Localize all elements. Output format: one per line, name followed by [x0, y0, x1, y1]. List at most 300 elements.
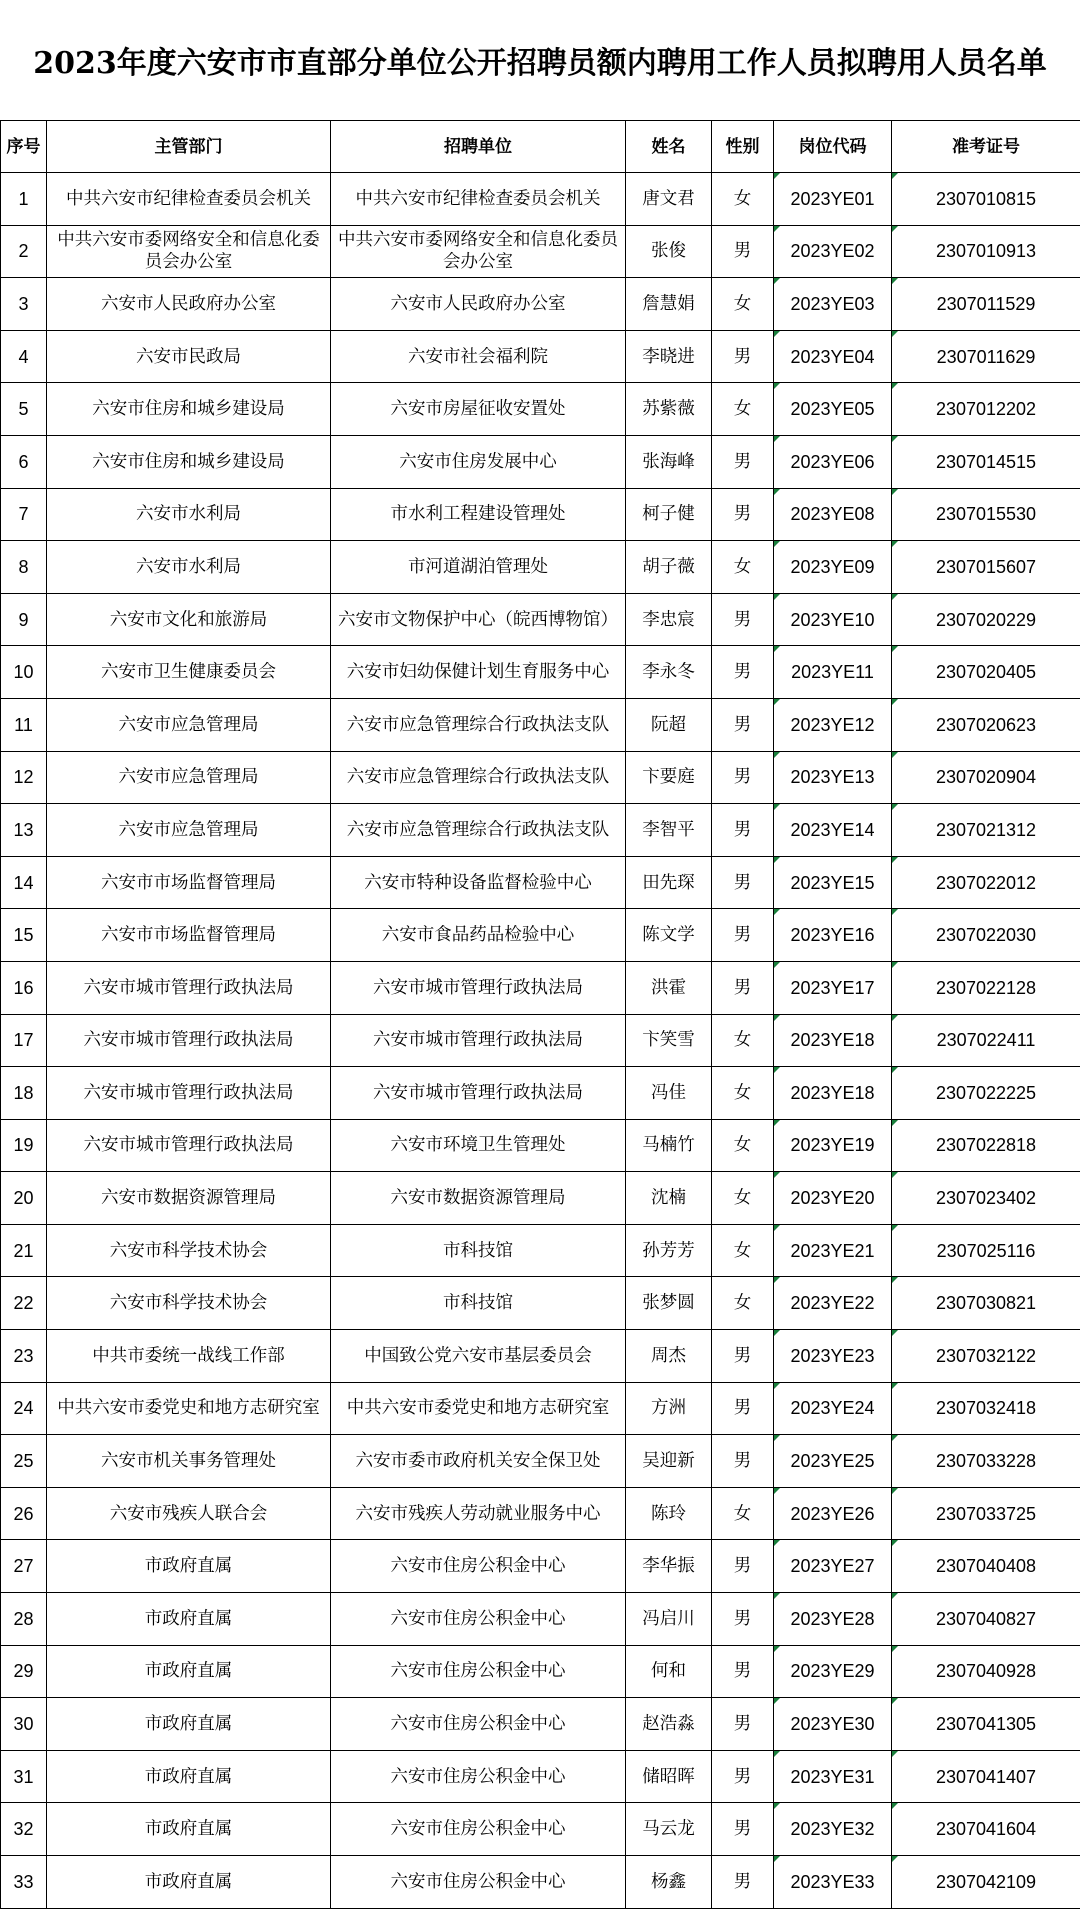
cell-exam-no-text: 2307040928	[935, 1661, 1037, 1682]
cell-exam-no-text: 2307011529	[936, 293, 1036, 314]
cell-marker-icon	[892, 804, 898, 810]
cell-unit	[331, 1330, 626, 1383]
cell-unit-text: 六安市妇幼保健计划生育服务中心	[346, 662, 610, 683]
cell-department-text: 六安市卫生健康委员会	[101, 662, 276, 683]
cell-position-code-text: 2023YE23	[790, 1345, 875, 1366]
cell-exam-no	[892, 1856, 1080, 1909]
cell-marker-icon	[774, 1172, 780, 1178]
header-position-code: 岗位代码	[774, 121, 892, 173]
table-row	[1, 856, 1080, 909]
table-row	[1, 330, 1080, 383]
cell-index-text: 30	[13, 1714, 34, 1735]
cell-department	[47, 173, 331, 226]
cell-exam-no	[892, 1330, 1080, 1383]
cell-gender-text: 男	[733, 1661, 752, 1682]
cell-exam-no	[892, 1593, 1080, 1646]
cell-index-text: 22	[13, 1293, 34, 1314]
cell-exam-no-text: 2307021312	[935, 819, 1037, 840]
cell-marker-icon	[774, 1698, 780, 1704]
cell-position-code-text: 2023YE18	[790, 1082, 875, 1103]
cell-index	[1, 698, 47, 751]
table-row	[1, 1172, 1080, 1225]
cell-index	[1, 1487, 47, 1540]
cell-department	[47, 593, 331, 646]
cell-marker-icon	[892, 1646, 898, 1652]
cell-position-code	[774, 593, 892, 646]
cell-department	[47, 909, 331, 962]
cell-position-code	[774, 804, 892, 857]
cell-gender	[712, 856, 774, 909]
cell-index	[1, 856, 47, 909]
cell-name-text: 阮超	[651, 714, 686, 735]
cell-gender-text: 男	[733, 714, 752, 735]
cell-department-text: 六安市科学技术协会	[109, 1240, 268, 1261]
cell-name	[626, 1172, 712, 1225]
cell-exam-no-text: 2307022818	[935, 1135, 1037, 1156]
cell-gender-text: 女	[733, 293, 752, 314]
cell-unit	[331, 1803, 626, 1856]
cell-index	[1, 1593, 47, 1646]
cell-index-text: 24	[13, 1398, 34, 1419]
cell-gender-text: 男	[733, 872, 752, 893]
cell-name	[626, 804, 712, 857]
cell-unit	[331, 909, 626, 962]
cell-name-text: 李晓进	[642, 346, 695, 367]
cell-marker-icon	[774, 1856, 780, 1862]
cell-name	[626, 646, 712, 699]
cell-department-text: 六安市残疾人联合会	[109, 1503, 268, 1524]
cell-index	[1, 173, 47, 226]
cell-position-code-text: 2023YE03	[790, 293, 875, 314]
cell-exam-no	[892, 1014, 1080, 1067]
cell-gender-text: 男	[733, 662, 752, 683]
cell-unit	[331, 541, 626, 594]
cell-name	[626, 383, 712, 436]
header-name: 姓名	[626, 121, 712, 173]
cell-department-text: 中共六安市委网络安全和信息化委员会办公室	[57, 230, 320, 273]
cell-department-text: 六安市应急管理局	[118, 767, 259, 788]
table-row	[1, 173, 1080, 226]
cell-index-text: 9	[18, 609, 29, 630]
cell-exam-no	[892, 1540, 1080, 1593]
cell-gender	[712, 646, 774, 699]
cell-marker-icon	[892, 646, 898, 652]
cell-marker-icon	[774, 1120, 780, 1126]
table-row	[1, 1803, 1080, 1856]
cell-gender-text: 男	[733, 1398, 752, 1419]
cell-unit-text: 六安市住房发展中心	[399, 451, 557, 472]
cell-exam-no	[892, 1435, 1080, 1488]
cell-gender	[712, 1014, 774, 1067]
cell-gender	[712, 1540, 774, 1593]
cell-gender	[712, 1224, 774, 1277]
cell-marker-icon	[892, 1225, 898, 1231]
cell-name	[626, 751, 712, 804]
cell-department	[47, 1487, 331, 1540]
cell-name	[626, 1119, 712, 1172]
cell-index-text: 5	[18, 399, 29, 420]
cell-exam-no	[892, 593, 1080, 646]
cell-position-code	[774, 1277, 892, 1330]
cell-position-code	[774, 751, 892, 804]
cell-marker-icon	[892, 1067, 898, 1073]
cell-unit	[331, 278, 626, 331]
cell-marker-icon	[892, 1277, 898, 1283]
cell-name	[626, 1750, 712, 1803]
table-row	[1, 278, 1080, 331]
cell-unit	[331, 751, 626, 804]
cell-name-text: 李智平	[642, 819, 695, 840]
cell-name	[626, 1593, 712, 1646]
cell-gender	[712, 173, 774, 226]
cell-position-code	[774, 1067, 892, 1120]
cell-index	[1, 1277, 47, 1330]
cell-department	[47, 1330, 331, 1383]
cell-unit-text: 六安市城市管理行政执法局	[373, 1082, 583, 1103]
cell-marker-icon	[892, 1751, 898, 1757]
cell-unit-text: 六安市房屋征收安置处	[390, 399, 566, 420]
cell-name	[626, 435, 712, 488]
cell-name-text: 唐文君	[642, 188, 695, 209]
cell-gender	[712, 1856, 774, 1909]
cell-gender-text: 男	[733, 767, 752, 788]
cell-unit	[331, 1277, 626, 1330]
cell-department	[47, 1856, 331, 1909]
cell-marker-icon	[892, 226, 898, 232]
cell-unit	[331, 435, 626, 488]
cell-index-text: 21	[13, 1240, 34, 1261]
cell-position-code-text: 2023YE05	[790, 399, 875, 420]
cell-department	[47, 435, 331, 488]
cell-position-code-text: 2023YE30	[790, 1714, 875, 1735]
cell-unit	[331, 1014, 626, 1067]
cell-position-code-text: 2023YE28	[790, 1608, 875, 1629]
cell-exam-no	[892, 1172, 1080, 1225]
cell-gender	[712, 225, 774, 278]
cell-index	[1, 1540, 47, 1593]
cell-unit-text: 六安市社会福利院	[408, 346, 548, 367]
cell-index	[1, 1330, 47, 1383]
cell-exam-no	[892, 541, 1080, 594]
cell-unit-text: 六安市住房公积金中心	[390, 1661, 566, 1682]
cell-marker-icon	[774, 489, 780, 495]
table-row	[1, 383, 1080, 436]
cell-name	[626, 1382, 712, 1435]
cell-position-code-text: 2023YE10	[790, 609, 875, 630]
cell-marker-icon	[892, 489, 898, 495]
cell-marker-icon	[774, 1277, 780, 1283]
cell-index	[1, 225, 47, 278]
cell-position-code-text: 2023YE25	[790, 1451, 875, 1472]
cell-unit-text: 六安市城市管理行政执法局	[373, 1030, 583, 1051]
cell-name	[626, 1487, 712, 1540]
cell-index-text: 1	[18, 188, 29, 209]
cell-gender	[712, 1487, 774, 1540]
cell-position-code-text: 2023YE26	[790, 1503, 875, 1524]
cell-name	[626, 1224, 712, 1277]
table-row	[1, 1224, 1080, 1277]
cell-marker-icon	[774, 1646, 780, 1652]
cell-gender-text: 男	[733, 1608, 752, 1629]
cell-department-text: 市政府直属	[144, 1714, 233, 1735]
cell-gender	[712, 1067, 774, 1120]
cell-name	[626, 1014, 712, 1067]
cell-exam-no-text: 2307011629	[936, 346, 1036, 367]
cell-gender-text: 女	[733, 188, 752, 209]
cell-department-text: 六安市水利局	[136, 504, 241, 525]
cell-index-text: 17	[13, 1030, 34, 1051]
cell-marker-icon	[774, 962, 780, 968]
cell-gender-text: 男	[733, 1714, 752, 1735]
cell-name	[626, 1435, 712, 1488]
cell-index	[1, 1382, 47, 1435]
cell-position-code-text: 2023YE16	[790, 925, 875, 946]
cell-exam-no	[892, 278, 1080, 331]
cell-gender	[712, 1645, 774, 1698]
cell-position-code-text: 2023YE15	[790, 872, 875, 893]
cell-position-code-text: 2023YE11	[791, 662, 874, 683]
cell-position-code-text: 2023YE18	[790, 1030, 875, 1051]
cell-unit-text: 六安市住房公积金中心	[390, 1714, 566, 1735]
cell-gender-text: 女	[733, 1293, 752, 1314]
cell-marker-icon	[774, 804, 780, 810]
cell-name-text: 马云龙	[642, 1819, 695, 1840]
table-row	[1, 698, 1080, 751]
cell-gender-text: 男	[733, 819, 752, 840]
cell-gender	[712, 541, 774, 594]
cell-marker-icon	[774, 1330, 780, 1336]
cell-exam-no-text: 2307015607	[935, 556, 1037, 577]
cell-unit-text: 中共六安市纪律检查委员会机关	[355, 188, 601, 209]
cell-gender-text: 女	[733, 1503, 752, 1524]
cell-name	[626, 1067, 712, 1120]
cell-position-code	[774, 1645, 892, 1698]
cell-gender-text: 男	[733, 1451, 752, 1472]
cell-position-code-text: 2023YE21	[790, 1240, 875, 1261]
cell-department-text: 六安市科学技术协会	[109, 1293, 268, 1314]
cell-index-text: 10	[13, 662, 34, 683]
cell-index	[1, 909, 47, 962]
cell-gender	[712, 1382, 774, 1435]
cell-marker-icon	[892, 1698, 898, 1704]
cell-gender	[712, 751, 774, 804]
cell-department	[47, 1803, 331, 1856]
cell-unit-text: 六安市住房公积金中心	[390, 1608, 566, 1629]
cell-marker-icon	[892, 1330, 898, 1336]
cell-index	[1, 1856, 47, 1909]
cell-position-code	[774, 541, 892, 594]
cell-exam-no-text: 2307014515	[935, 451, 1037, 472]
cell-index	[1, 1435, 47, 1488]
cell-exam-no-text: 2307040827	[935, 1608, 1037, 1629]
cell-exam-no	[892, 646, 1080, 699]
cell-exam-no	[892, 909, 1080, 962]
cell-unit-text: 六安市数据资源管理局	[390, 1188, 566, 1209]
cell-gender-text: 女	[733, 556, 752, 577]
cell-exam-no	[892, 1645, 1080, 1698]
cell-index-text: 16	[13, 977, 34, 998]
cell-name-text: 詹慧娟	[642, 293, 695, 314]
cell-name-text: 胡子薇	[642, 556, 695, 577]
cell-marker-icon	[892, 173, 898, 179]
cell-exam-no-text: 2307015530	[935, 504, 1037, 525]
cell-unit	[331, 1750, 626, 1803]
cell-position-code	[774, 1698, 892, 1751]
cell-marker-icon	[774, 1383, 780, 1389]
cell-position-code	[774, 1330, 892, 1383]
cell-exam-no	[892, 856, 1080, 909]
cell-marker-icon	[892, 1593, 898, 1599]
cell-department-text: 市政府直属	[144, 1871, 233, 1892]
cell-index-text: 33	[13, 1871, 34, 1892]
cell-department	[47, 1540, 331, 1593]
cell-department	[47, 804, 331, 857]
cell-position-code-text: 2023YE17	[790, 977, 875, 998]
cell-index-text: 29	[13, 1661, 34, 1682]
cell-marker-icon	[774, 1751, 780, 1757]
cell-index	[1, 1172, 47, 1225]
cell-department	[47, 1750, 331, 1803]
cell-marker-icon	[892, 1803, 898, 1809]
cell-department	[47, 856, 331, 909]
table-row	[1, 1750, 1080, 1803]
cell-position-code-text: 2023YE32	[790, 1819, 875, 1840]
cell-exam-no	[892, 225, 1080, 278]
cell-gender-text: 男	[733, 1766, 752, 1787]
cell-unit	[331, 1067, 626, 1120]
cell-marker-icon	[892, 909, 898, 915]
table-row	[1, 593, 1080, 646]
cell-position-code	[774, 1750, 892, 1803]
cell-gender-text: 男	[733, 977, 752, 998]
cell-exam-no-text: 2307023402	[935, 1188, 1037, 1209]
cell-marker-icon	[774, 331, 780, 337]
cell-index-text: 23	[13, 1345, 34, 1366]
roster-body	[1, 173, 1080, 1909]
cell-exam-no-text: 2307040408	[935, 1556, 1037, 1577]
cell-unit-text: 市河道湖泊管理处	[408, 556, 548, 577]
cell-position-code	[774, 488, 892, 541]
header-row	[1, 121, 1080, 173]
cell-name	[626, 1803, 712, 1856]
cell-marker-icon	[774, 1803, 780, 1809]
cell-index-text: 14	[13, 872, 34, 893]
cell-department	[47, 1382, 331, 1435]
table-row	[1, 488, 1080, 541]
cell-gender	[712, 1119, 774, 1172]
cell-department-text: 中共市委统一战线工作部	[92, 1345, 285, 1366]
cell-marker-icon	[892, 1383, 898, 1389]
cell-exam-no-text: 2307020904	[935, 767, 1037, 788]
cell-index	[1, 646, 47, 699]
cell-gender	[712, 698, 774, 751]
cell-department	[47, 1067, 331, 1120]
table-row	[1, 225, 1080, 278]
cell-name-text: 陈玲	[651, 1503, 686, 1524]
cell-exam-no-text: 2307020623	[935, 714, 1037, 735]
cell-index	[1, 435, 47, 488]
cell-department-text: 六安市住房和城乡建设局	[92, 451, 285, 472]
cell-position-code	[774, 1119, 892, 1172]
cell-index	[1, 1119, 47, 1172]
cell-index	[1, 751, 47, 804]
cell-index-text: 26	[13, 1503, 34, 1524]
cell-index	[1, 1803, 47, 1856]
table-row	[1, 1277, 1080, 1330]
cell-marker-icon	[774, 1488, 780, 1494]
cell-index-text: 18	[13, 1082, 34, 1103]
table-row	[1, 1540, 1080, 1593]
cell-name	[626, 698, 712, 751]
cell-department-text: 六安市民政局	[136, 346, 241, 367]
cell-index-text: 12	[13, 767, 34, 788]
cell-marker-icon	[892, 331, 898, 337]
cell-name-text: 田先琛	[642, 872, 695, 893]
cell-position-code	[774, 646, 892, 699]
cell-gender	[712, 1435, 774, 1488]
cell-index	[1, 1224, 47, 1277]
cell-name-text: 何和	[651, 1661, 686, 1682]
cell-position-code	[774, 278, 892, 331]
cell-name-text: 马楠竹	[642, 1135, 695, 1156]
cell-gender	[712, 1698, 774, 1751]
cell-department	[47, 698, 331, 751]
cell-marker-icon	[774, 383, 780, 389]
cell-position-code	[774, 1803, 892, 1856]
cell-name-text: 赵浩淼	[642, 1714, 695, 1735]
cell-position-code	[774, 225, 892, 278]
cell-name-text: 柯子健	[642, 504, 695, 525]
cell-index	[1, 488, 47, 541]
cell-gender-text: 男	[733, 1871, 752, 1892]
cell-unit-text: 六安市住房公积金中心	[390, 1766, 566, 1787]
cell-exam-no	[892, 1119, 1080, 1172]
cell-gender-text: 女	[733, 1030, 752, 1051]
cell-unit	[331, 698, 626, 751]
cell-marker-icon	[774, 699, 780, 705]
cell-position-code-text: 2023YE01	[790, 188, 875, 209]
cell-exam-no	[892, 1224, 1080, 1277]
cell-department	[47, 1172, 331, 1225]
cell-position-code	[774, 909, 892, 962]
cell-department	[47, 225, 331, 278]
cell-index-text: 11	[14, 714, 33, 735]
table-row	[1, 1014, 1080, 1067]
cell-name	[626, 225, 712, 278]
cell-exam-no-text: 2307020405	[935, 662, 1037, 683]
cell-index-text: 3	[18, 293, 29, 314]
cell-position-code	[774, 383, 892, 436]
cell-position-code-text: 2023YE04	[790, 346, 875, 367]
hiring-roster-table	[0, 120, 1080, 1909]
cell-unit	[331, 1856, 626, 1909]
cell-index	[1, 1067, 47, 1120]
cell-position-code	[774, 1540, 892, 1593]
cell-position-code-text: 2023YE22	[790, 1293, 875, 1314]
cell-name-text: 洪霍	[651, 977, 686, 998]
cell-unit	[331, 1435, 626, 1488]
cell-department-text: 六安市应急管理局	[118, 819, 259, 840]
cell-index	[1, 278, 47, 331]
cell-gender	[712, 435, 774, 488]
cell-exam-no	[892, 751, 1080, 804]
cell-position-code-text: 2023YE09	[790, 556, 875, 577]
cell-exam-no-text: 2307012202	[935, 399, 1037, 420]
cell-name-text: 李永冬	[642, 662, 695, 683]
cell-name	[626, 909, 712, 962]
table-row	[1, 1487, 1080, 1540]
cell-gender-text: 男	[733, 451, 752, 472]
